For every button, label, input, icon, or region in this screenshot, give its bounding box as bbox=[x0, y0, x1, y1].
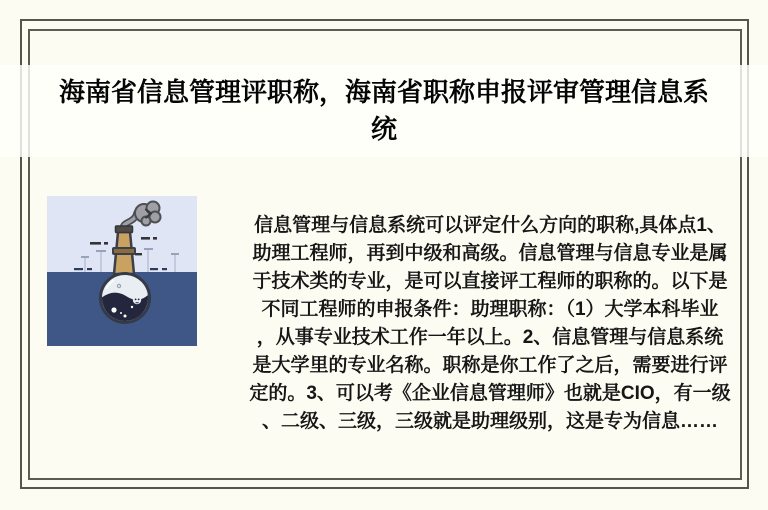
flask-chimney-illustration bbox=[47, 196, 197, 346]
page-title-line-1: 海南省信息管理评职称，海南省职称申报评审管理信息系 bbox=[58, 77, 709, 107]
title-band bbox=[0, 65, 768, 157]
excerpt-line: 于技术类的专业，是可以直接评工程师的职称的。以下是 bbox=[252, 271, 728, 292]
excerpt-line: 定的。3、可以考《企业信息管理师》也就是CIO，有一级 bbox=[249, 383, 731, 404]
page-title-line-2: 统 bbox=[370, 114, 397, 144]
excerpt-line: 信息管理与信息系统可以评定什么方向的职称,具体点1、 bbox=[254, 215, 726, 236]
flask-chimney-icon bbox=[47, 196, 197, 346]
excerpt-line: 不同工程师的申报条件：助理职称：（1）大学本科毕业 bbox=[261, 299, 719, 320]
excerpt-line: ，从事专业技术工作一年以上。2、信息管理与信息系统 bbox=[256, 327, 724, 348]
excerpt-line: 是大学里的专业名称。职称是你工作了之后，需要进行评 bbox=[252, 355, 728, 376]
excerpt-line: 、二级、三级，三级就是助理级别，这是专为信息…… bbox=[261, 411, 718, 432]
article-excerpt bbox=[240, 212, 740, 436]
excerpt-line: 助理工程师，再到中级和高级。信息管理与信息专业是属 bbox=[252, 243, 728, 264]
